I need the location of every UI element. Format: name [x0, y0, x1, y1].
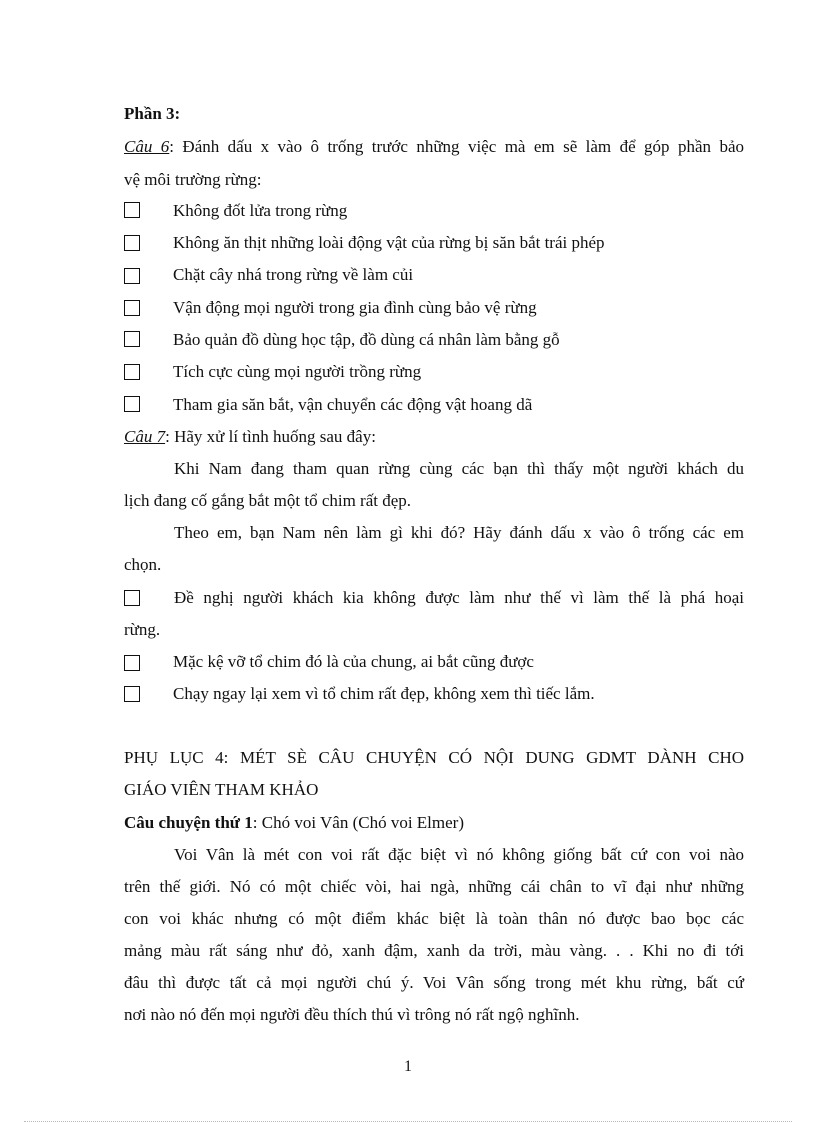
story-label: Câu chuyện thứ 1	[124, 813, 253, 832]
part3-heading: Phần 3:	[124, 104, 181, 123]
q6-prompt-line1	[124, 137, 744, 157]
story-heading	[124, 813, 744, 833]
q6-checkbox-3[interactable]	[124, 268, 140, 284]
q7-text: : Hãy xử lí tình huống sau đây:	[165, 427, 376, 446]
story-title: : Chó voi Vân (Chó voi Elmer)	[252, 813, 464, 832]
appendix-title-line1: PHỤ LỤC 4: MÉT SÈ CÂU CHUYỆN CÓ NỘI DUNG GDMT DÀNH CHO	[124, 748, 744, 767]
q6-checkbox-1[interactable]	[124, 202, 140, 218]
q7-prompt	[124, 427, 744, 447]
q7-label: Câu 7	[124, 427, 166, 446]
q7-ask-line2: chọn.	[124, 555, 162, 574]
q6-option-6: Tích cực cùng mọi người trồng rừng	[173, 362, 422, 381]
story-paragraph-line: nơi nào nó đến mọi người đều thích thú vì trông nó rất ngộ nghĩnh.	[124, 1005, 580, 1024]
q6-text: : Đánh dấu x vào ô trống trước những việc mà em sẽ làm để góp phần bảo	[169, 137, 744, 156]
q7-option-2: Mặc kệ vỡ tổ chim đó là của chung, ai bắt cũng được	[173, 652, 534, 671]
story-paragraph-line: con voi khác nhưng có một điểm khác biệt là toàn thân nó được bao bọc các	[124, 909, 744, 928]
q6-option-1: Không đốt lửa trong rừng	[173, 201, 348, 220]
page-number: 1	[404, 1058, 412, 1075]
q7-ask-line1: Theo em, bạn Nam nên làm gì khi đó? Hãy đánh dấu x vào ô trống các em	[174, 523, 744, 542]
q6-option-5: Bảo quản đồ dùng học tập, đồ dùng cá nhân làm bằng gỗ	[173, 330, 560, 349]
q6-label: Câu 6	[124, 137, 170, 156]
story-paragraph-line: đâu thì được tất cả mọi người chú ý. Voi Vân sống trong mét khu rừng, bất cứ	[124, 973, 744, 992]
appendix-title-line2: GIÁO VIÊN THAM KHẢO	[124, 780, 319, 799]
q7-checkbox-3[interactable]	[124, 686, 140, 702]
q6-checkbox-2[interactable]	[124, 235, 140, 251]
q7-option-3: Chạy ngay lại xem vì tổ chim rất đẹp, không xem thì tiếc lắm.	[173, 684, 595, 703]
q7-checkbox-2[interactable]	[124, 655, 140, 671]
q7-checkbox-1[interactable]	[124, 590, 140, 606]
q6-checkbox-4[interactable]	[124, 300, 140, 316]
q7-story-line2: lịch đang cố gắng bắt một tổ chim rất đẹp.	[124, 491, 412, 510]
q6-option-7: Tham gia săn bắt, vận chuyển các động vật hoang dã	[173, 395, 533, 414]
q6-option-3: Chặt cây nhá trong rừng về làm củi	[173, 265, 414, 284]
story-paragraph-line: mảng màu rất sáng như đỏ, xanh đậm, xanh da trời, màu vàng. . . Khi no đi tới	[124, 941, 744, 960]
q6-option-2: Không ăn thịt những loài động vật của rừng bị săn bắt trái phép	[173, 233, 605, 252]
q7-option-1-line1: Đề nghị người khách kia không được làm như thế vì làm thế là phá hoại	[174, 588, 744, 607]
q6-checkbox-6[interactable]	[124, 364, 140, 380]
q7-option-1-line2: rừng.	[124, 620, 161, 639]
story-paragraph-line: trên thế giới. Nó có một chiếc vòi, hai ngà, những cái chân to vĩ đại như những	[124, 877, 744, 896]
page-bottom-border	[24, 1121, 792, 1122]
q6-option-4: Vận động mọi người trong gia đình cùng bảo vệ rừng	[173, 298, 537, 317]
q6-prompt-line2: vệ môi trường rừng:	[124, 170, 262, 189]
q6-checkbox-7[interactable]	[124, 396, 140, 412]
story-paragraph-line: Voi Vân là mét con voi rất đặc biệt vì nó không giống bất cứ con voi nào	[174, 845, 744, 864]
q6-checkbox-5[interactable]	[124, 331, 140, 347]
q7-story-line1: Khi Nam đang tham quan rừng cùng các bạn thì thấy một người khách du	[174, 459, 744, 478]
